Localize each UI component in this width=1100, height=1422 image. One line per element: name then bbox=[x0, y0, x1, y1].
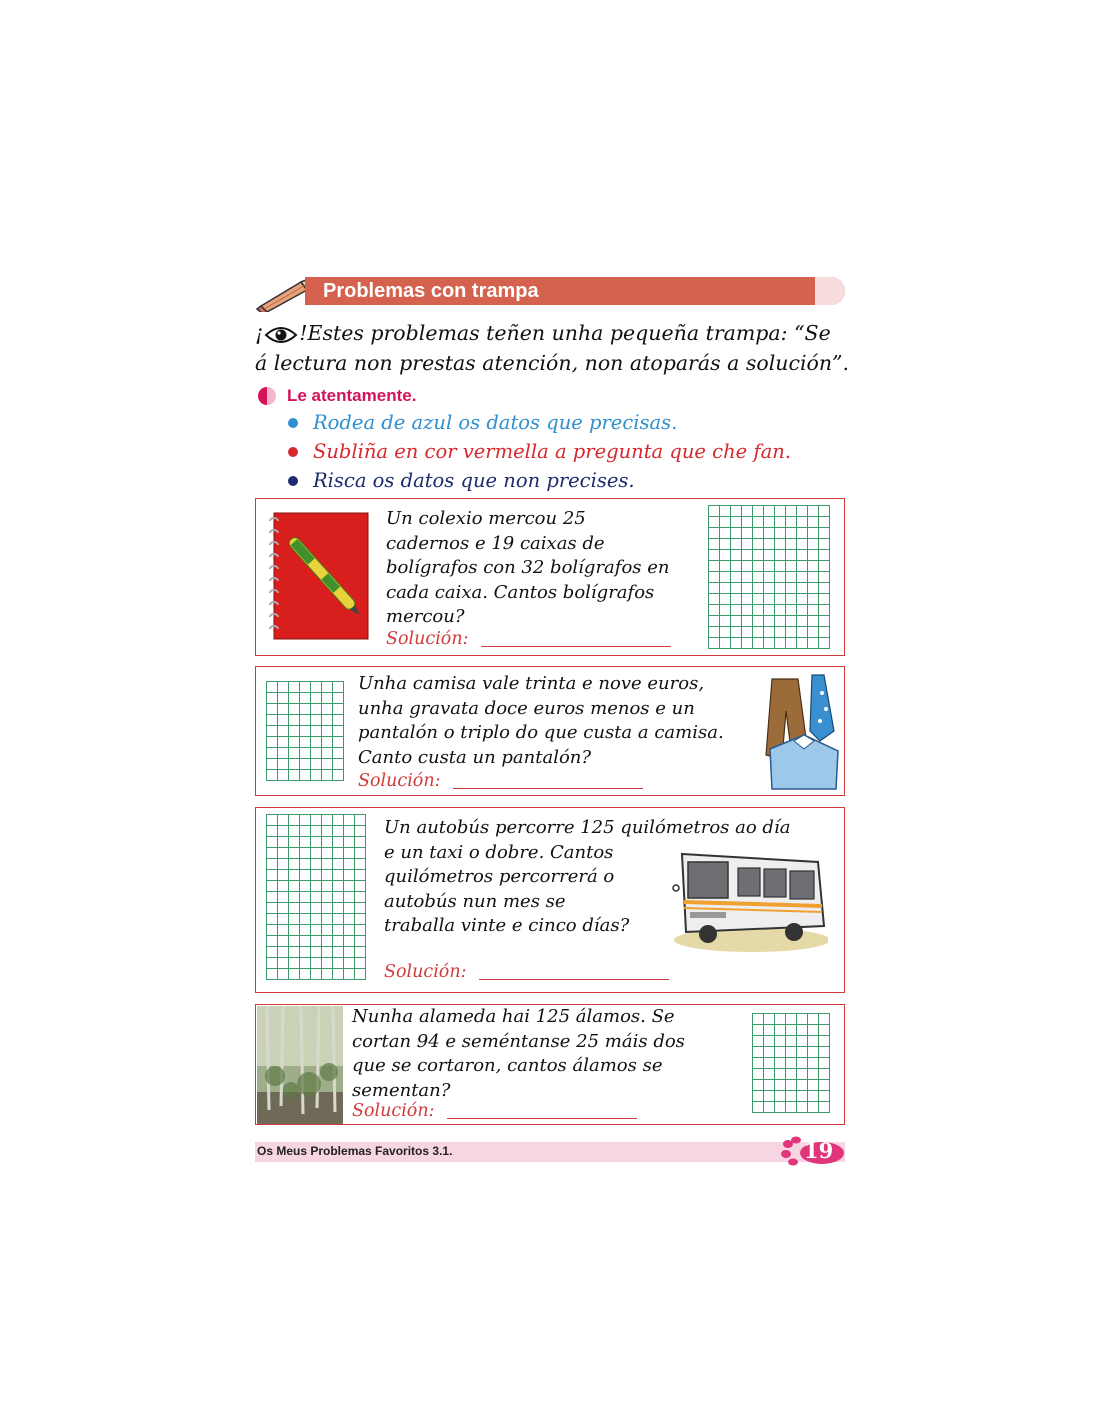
notebook-pen-image bbox=[266, 511, 370, 641]
poplar-forest-photo bbox=[257, 1006, 343, 1124]
solution-answer-line[interactable] bbox=[453, 788, 643, 789]
solution-label: Solución: bbox=[384, 962, 467, 982]
section-header bbox=[255, 272, 850, 312]
instruction-text: Subliña en cor vermella a pregunta que che fan. bbox=[313, 440, 791, 463]
problem-box-1 bbox=[255, 498, 845, 656]
problem-line: cortan 94 e seméntanse 25 máis dos bbox=[352, 1030, 685, 1052]
problem-text bbox=[352, 1005, 685, 1103]
eye-icon bbox=[264, 324, 298, 346]
solution-field bbox=[386, 629, 671, 649]
title-bar bbox=[305, 277, 845, 305]
problem-line: unha gravata doce euros menos e un bbox=[358, 697, 695, 719]
instruction-item bbox=[288, 408, 791, 437]
problem-line: sementan? bbox=[352, 1079, 451, 1101]
half-circle-icon bbox=[257, 386, 277, 406]
calculation-grid[interactable] bbox=[752, 1013, 830, 1113]
solution-label: Solución: bbox=[386, 629, 469, 649]
calculation-grid[interactable] bbox=[266, 814, 366, 980]
page-number-badge bbox=[780, 1136, 846, 1166]
instruction-list bbox=[288, 408, 791, 495]
problem-text bbox=[386, 507, 669, 630]
problem-box-4 bbox=[255, 1004, 845, 1125]
clothes-image bbox=[764, 671, 842, 793]
solution-field bbox=[358, 771, 643, 791]
problem-box-2 bbox=[255, 666, 845, 796]
problem-line: Nunha alameda hai 125 álamos. Se bbox=[352, 1006, 675, 1027]
calculation-grid[interactable] bbox=[266, 681, 344, 781]
bullet-dot bbox=[288, 476, 298, 486]
solution-answer-line[interactable] bbox=[481, 646, 671, 647]
footer-band bbox=[255, 1142, 845, 1162]
page-title: Problemas con trampa bbox=[323, 280, 539, 302]
book-title: Os Meus Problemas Favoritos 3.1. bbox=[257, 1144, 453, 1158]
problem-text bbox=[358, 672, 724, 770]
intro-text bbox=[255, 318, 855, 378]
problem-line: mercou? bbox=[386, 606, 465, 627]
problem-line: que se cortaron, cantos álamos se bbox=[352, 1055, 663, 1076]
problem-box-3 bbox=[255, 807, 845, 993]
problem-line: Un colexio mercou 25 bbox=[386, 508, 586, 529]
solution-label: Solución: bbox=[352, 1101, 435, 1121]
instructions-title: Le atentamente. bbox=[287, 386, 417, 405]
solution-label: Solución: bbox=[358, 771, 441, 791]
problem-line: Canto custa un pantalón? bbox=[358, 746, 592, 768]
problem-line: pantalón o triplo do que custa a camisa. bbox=[358, 722, 724, 743]
page-number: 19 bbox=[804, 1138, 834, 1163]
problem-line: traballa vinte e cinco días? bbox=[384, 915, 630, 936]
problem-line: bolígrafos con 32 bolígrafos en bbox=[386, 557, 670, 578]
instruction-text: Risca os datos que non precises. bbox=[313, 469, 635, 492]
intro-line2: á lectura non prestas atención, non atoparás a solución”. bbox=[255, 351, 850, 375]
intro-line1: !Estes problemas teñen unha pequeña trampa: “Se bbox=[299, 321, 831, 345]
instruction-item bbox=[288, 437, 791, 466]
solution-field bbox=[384, 962, 669, 982]
bus-image bbox=[668, 844, 828, 954]
title-bar-cap bbox=[815, 277, 845, 305]
solution-field bbox=[352, 1101, 637, 1121]
problem-line: cadernos e 19 caixas de bbox=[386, 532, 605, 554]
problem-line: cada caixa. Cantos bolígrafos bbox=[386, 581, 655, 603]
problem-line: e un taxi o dobre. Cantos bbox=[384, 841, 614, 863]
calculation-grid[interactable] bbox=[708, 505, 830, 649]
problem-line: quilómetros percorrerá o bbox=[384, 866, 615, 887]
intro-prefix: ¡ bbox=[255, 321, 264, 345]
bullet-dot bbox=[288, 418, 298, 428]
instruction-item bbox=[288, 466, 791, 495]
instruction-text: Rodea de azul os datos que precisas. bbox=[313, 411, 678, 434]
solution-answer-line[interactable] bbox=[447, 1118, 637, 1119]
bullet-dot bbox=[288, 447, 298, 457]
problem-line: autobús nun mes se bbox=[384, 890, 566, 912]
problem-line: Unha camisa vale trinta e nove euros, bbox=[358, 673, 705, 694]
problem-line: Un autobús percorre 125 quilómetros ao día bbox=[384, 817, 791, 838]
solution-answer-line[interactable] bbox=[479, 979, 669, 980]
